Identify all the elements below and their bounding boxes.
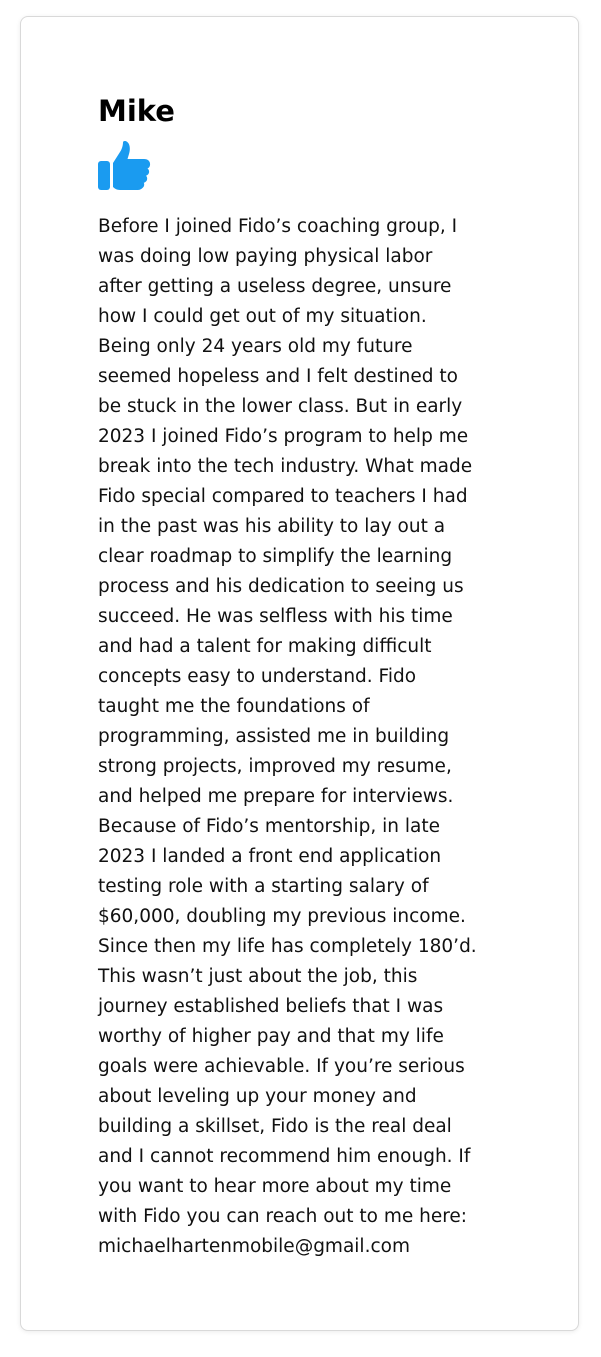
thumbs-up-icon bbox=[98, 141, 151, 191]
testimonial-text: Before I joined Fido’s coaching group, I was doing low paying physical labor after getting a useless degree, unsure how I could get out of my situation. Being only 24 years old my future seemed hopeless and I felt destined to be stuck in the lower class. But in early 2023 I joined Fido’s program to help me break into the tech industry. What made Fido special compared to teachers I had in the past was his ability to lay out a clear roadmap to simplify the learning process and his dedication to seeing us succeed. He was selfless with his time and had a talent for making difficult concepts easy to understand. Fido taught me the foundations of programming, assisted me in building strong projects, improved my resume, and helped me prepare for interviews. Because of Fido’s mentorship, in late 2023 I landed a front end application testing role with a starting salary of $60,000, doubling my previous income. Since then my life has completely 180’d. This wasn’t just about the job, this journey established beliefs that I was worthy of higher pay and that my life goals were achievable. If you’re serious about leveling up your money and building a skillset, Fido is the real deal and I cannot recommend him enough. If you want to hear more about my time with Fido you can reach out to me here: michaelhartenmobile@gmail.com bbox=[98, 216, 477, 1257]
reviewer-name: Mike bbox=[98, 94, 175, 128]
testimonial-card bbox=[20, 16, 579, 1331]
